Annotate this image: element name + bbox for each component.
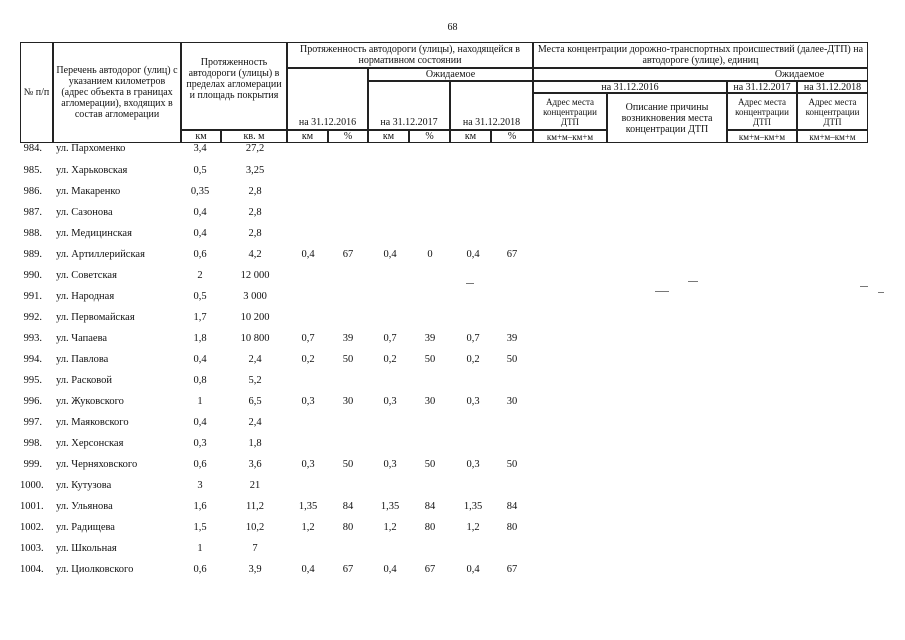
length-km: 1 <box>197 396 203 407</box>
scan-speck <box>655 291 669 292</box>
normative-km-2017: 0,7 <box>383 333 397 344</box>
normative-km-2016: 0,3 <box>301 459 315 470</box>
table-row <box>0 207 905 221</box>
scan-speck <box>860 286 868 287</box>
row-number: 994. <box>23 354 42 365</box>
row-number: 1000. <box>20 480 44 491</box>
length-km: 0,4 <box>193 354 207 365</box>
normative-km-2017: 0,2 <box>383 354 397 365</box>
area-sqm: 5,2 <box>248 375 262 386</box>
header-date-2018: на 31.12.2018 <box>450 81 533 130</box>
normative-km-2017: 1,35 <box>380 501 400 512</box>
normative-pct-2017: 50 <box>424 354 436 365</box>
normative-pct-2017: 39 <box>424 333 436 344</box>
normative-km-2017: 0,4 <box>383 249 397 260</box>
normative-km-2018: 1,2 <box>466 522 480 533</box>
normative-km-2018: 0,4 <box>466 249 480 260</box>
normative-pct-2017: 67 <box>424 564 436 575</box>
row-number: 996. <box>23 396 42 407</box>
row-number: 997. <box>23 417 42 428</box>
header-dtp-date-2017: на 31.12.2017 <box>727 81 797 93</box>
area-sqm: 10 800 <box>240 333 270 344</box>
length-km: 0,6 <box>193 249 207 260</box>
table-row <box>0 186 905 200</box>
length-km: 0,35 <box>190 186 210 197</box>
row-number: 992. <box>23 312 42 323</box>
normative-pct-2018: 84 <box>506 501 518 512</box>
header-unit-km-2018: км <box>450 130 491 143</box>
header-road-list: Перечень автодорог (улиц) с указанием километров (адрес объекта в границах агломерации), входящих в состав агломерации <box>53 42 181 143</box>
table-row <box>0 312 905 326</box>
road-name: ул. Советская <box>56 270 117 281</box>
area-sqm: 6,5 <box>248 396 262 407</box>
row-number: 986. <box>23 186 42 197</box>
road-name: ул. Павлова <box>56 354 109 365</box>
scan-speck <box>878 292 884 293</box>
area-sqm: 2,8 <box>248 186 262 197</box>
area-sqm: 3,9 <box>248 564 262 575</box>
road-name: ул. Школьная <box>56 543 117 554</box>
header-unit-km-2017: км <box>368 130 409 143</box>
header-normative: Протяженность автодороги (улицы), находящейся в нормативном состоянии <box>287 42 533 68</box>
length-km: 0,4 <box>193 207 207 218</box>
area-sqm: 3,25 <box>245 165 265 176</box>
normative-pct-2016: 67 <box>342 249 354 260</box>
row-number: 987. <box>23 207 42 218</box>
normative-pct-2018: 50 <box>506 354 518 365</box>
area-sqm: 10 200 <box>240 312 270 323</box>
length-km: 0,4 <box>193 417 207 428</box>
normative-pct-2017: 0 <box>427 249 433 260</box>
row-number: 990. <box>23 270 42 281</box>
length-km: 3 <box>197 480 203 491</box>
normative-pct-2018: 39 <box>506 333 518 344</box>
normative-km-2016: 0,3 <box>301 396 315 407</box>
normative-km-2016: 0,4 <box>301 249 315 260</box>
normative-km-2017: 0,4 <box>383 564 397 575</box>
header-length-area: Протяженность автодороги (улицы) в пределах агломерации и площадь покрытия <box>181 42 287 130</box>
header-unit-pct-2017: % <box>409 130 450 143</box>
header-unit-pct-2018: % <box>491 130 533 143</box>
normative-pct-2016: 80 <box>342 522 354 533</box>
table-row <box>0 143 905 157</box>
area-sqm: 1,8 <box>248 438 262 449</box>
road-name: ул. Первомайская <box>56 312 135 323</box>
area-sqm: 10,2 <box>245 522 265 533</box>
normative-km-2016: 1,2 <box>301 522 315 533</box>
normative-pct-2017: 84 <box>424 501 436 512</box>
road-name: ул. Жуковского <box>56 396 124 407</box>
scan-speck <box>688 281 698 282</box>
row-number: 1002. <box>20 522 44 533</box>
normative-pct-2018: 80 <box>506 522 518 533</box>
row-number: 989. <box>23 249 42 260</box>
length-km: 3,4 <box>193 143 207 154</box>
area-sqm: 4,2 <box>248 249 262 260</box>
length-km: 0,8 <box>193 375 207 386</box>
road-name: ул. Пархоменко <box>56 143 126 154</box>
table-row <box>0 501 905 515</box>
header-unit-sqm: кв. м <box>221 130 287 143</box>
normative-km-2018: 0,2 <box>466 354 480 365</box>
normative-pct-2016: 39 <box>342 333 354 344</box>
normative-km-2018: 1,35 <box>463 501 483 512</box>
length-km: 1,7 <box>193 312 207 323</box>
road-name: ул. Ульянова <box>56 501 113 512</box>
area-sqm: 2,8 <box>248 228 262 239</box>
area-sqm: 2,8 <box>248 207 262 218</box>
normative-km-2016: 0,4 <box>301 564 315 575</box>
table-row <box>0 522 905 536</box>
row-number: 991. <box>23 291 42 302</box>
normative-pct-2018: 67 <box>506 249 518 260</box>
normative-km-2018: 0,7 <box>466 333 480 344</box>
table-row <box>0 354 905 368</box>
row-number: 1003. <box>20 543 44 554</box>
road-name: ул. Артиллерийская <box>56 249 145 260</box>
length-km: 1,5 <box>193 522 207 533</box>
table-row <box>0 396 905 410</box>
header-dtp-date-2018: на 31.12.2018 <box>797 81 868 93</box>
table-row <box>0 249 905 263</box>
length-km: 0,6 <box>193 564 207 575</box>
table-row <box>0 291 905 305</box>
table-row <box>0 543 905 557</box>
header-unit-kmm-2018: км+м–км+м <box>797 130 868 143</box>
length-km: 0,5 <box>193 165 207 176</box>
row-number: 985. <box>23 165 42 176</box>
table-row <box>0 417 905 431</box>
normative-km-2018: 0,4 <box>466 564 480 575</box>
row-number: 1001. <box>20 501 44 512</box>
road-name: ул. Харьковская <box>56 165 128 176</box>
header-address-2016: Адрес места концентрации ДТП <box>533 93 607 130</box>
normative-km-2017: 0,3 <box>383 459 397 470</box>
road-name: ул. Кутузова <box>56 480 112 491</box>
road-name: ул. Народная <box>56 291 115 302</box>
length-km: 1,8 <box>193 333 207 344</box>
table-row <box>0 228 905 242</box>
road-name: ул. Маяковского <box>56 417 129 428</box>
header-reason: Описание причины возникновения места концентрации ДТП <box>607 93 727 143</box>
road-name: ул. Радищева <box>56 522 115 533</box>
normative-pct-2016: 50 <box>342 354 354 365</box>
normative-pct-2017: 30 <box>424 396 436 407</box>
row-number: 995. <box>23 375 42 386</box>
area-sqm: 2,4 <box>248 354 262 365</box>
page-number: 68 <box>447 22 458 33</box>
normative-km-2016: 0,2 <box>301 354 315 365</box>
normative-km-2018: 0,3 <box>466 396 480 407</box>
header-unit-km-2016: км <box>287 130 328 143</box>
length-km: 0,5 <box>193 291 207 302</box>
length-km: 1,6 <box>193 501 207 512</box>
header-unit-kmm-2016: км+м–км+м <box>533 130 607 143</box>
table-row <box>0 459 905 473</box>
normative-pct-2016: 50 <box>342 459 354 470</box>
normative-km-2018: 0,3 <box>466 459 480 470</box>
table-row <box>0 375 905 389</box>
normative-km-2016: 0,7 <box>301 333 315 344</box>
table-row <box>0 480 905 494</box>
length-km: 1 <box>197 543 203 554</box>
road-name: ул. Херсонская <box>56 438 124 449</box>
normative-km-2016: 1,35 <box>298 501 318 512</box>
area-sqm: 2,4 <box>248 417 262 428</box>
length-km: 2 <box>197 270 203 281</box>
road-name: ул. Циолковского <box>56 564 134 575</box>
header-dtp-date-2016: на 31.12.2016 <box>533 81 727 93</box>
scan-speck <box>466 283 474 284</box>
header-dtp-places: Места концентрации дорожно-транспортных происшествий (далее-ДТП) на автодороге (улице), единиц <box>533 42 868 68</box>
header-unit-kmm-2017: км+м–км+м <box>727 130 797 143</box>
area-sqm: 27,2 <box>245 143 265 154</box>
header-date-2017: на 31.12.2017 <box>368 81 450 130</box>
length-km: 0,6 <box>193 459 207 470</box>
area-sqm: 3 000 <box>243 291 267 302</box>
normative-pct-2017: 50 <box>424 459 436 470</box>
table-row <box>0 564 905 578</box>
row-number: 993. <box>23 333 42 344</box>
normative-km-2017: 0,3 <box>383 396 397 407</box>
area-sqm: 12 000 <box>240 270 270 281</box>
length-km: 0,4 <box>193 228 207 239</box>
table-row <box>0 333 905 347</box>
row-number: 984. <box>23 143 42 154</box>
normative-pct-2018: 30 <box>506 396 518 407</box>
road-name: ул. Сазонова <box>56 207 113 218</box>
normative-pct-2016: 30 <box>342 396 354 407</box>
area-sqm: 7 <box>252 543 258 554</box>
area-sqm: 11,2 <box>246 501 264 512</box>
header-expected-dtp: Ожидаемое <box>533 68 868 81</box>
header-unit-km: км <box>181 130 221 143</box>
header-unit-pct-2016: % <box>328 130 368 143</box>
table-row <box>0 165 905 179</box>
row-number: 999. <box>23 459 42 470</box>
normative-pct-2018: 67 <box>506 564 518 575</box>
header-address-2018: Адрес места концентрации ДТП <box>797 93 868 130</box>
row-number: 1004. <box>20 564 44 575</box>
normative-pct-2016: 67 <box>342 564 354 575</box>
header-num: № п/п <box>20 42 53 143</box>
header-address-2017: Адрес места концентрации ДТП <box>727 93 797 130</box>
row-number: 998. <box>23 438 42 449</box>
normative-pct-2018: 50 <box>506 459 518 470</box>
header-expected: Ожидаемое <box>368 68 533 81</box>
road-name: ул. Медицинская <box>56 228 132 239</box>
road-name: ул. Макаренко <box>56 186 121 197</box>
area-sqm: 21 <box>249 480 261 491</box>
road-name: ул. Черняховского <box>56 459 138 470</box>
road-name: ул. Чапаева <box>56 333 108 344</box>
road-name: ул. Расковой <box>56 375 113 386</box>
row-number: 988. <box>23 228 42 239</box>
normative-pct-2017: 80 <box>424 522 436 533</box>
area-sqm: 3,6 <box>248 459 262 470</box>
table-row <box>0 438 905 452</box>
normative-km-2017: 1,2 <box>383 522 397 533</box>
header-date-2016: на 31.12.2016 <box>287 68 368 130</box>
length-km: 0,3 <box>193 438 207 449</box>
table-row <box>0 270 905 284</box>
normative-pct-2016: 84 <box>342 501 354 512</box>
